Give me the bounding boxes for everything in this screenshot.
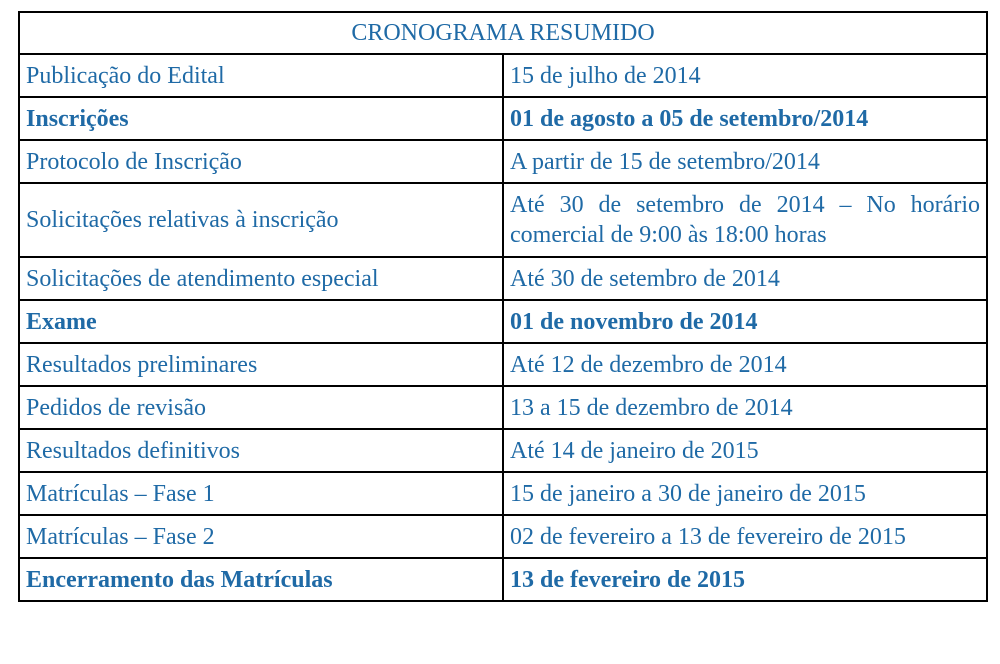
table-row (19, 54, 987, 97)
date-cell: 01 de agosto a 05 de setembro/2014 (503, 97, 987, 140)
table-row (19, 558, 987, 601)
date-cell: 15 de janeiro a 30 de janeiro de 2015 (503, 472, 987, 515)
event-cell: Protocolo de Inscrição (19, 140, 503, 183)
event-cell: Solicitações relativas à inscrição (19, 183, 503, 257)
event-cell: Resultados definitivos (19, 429, 503, 472)
date-cell: Até 30 de setembro de 2014 – No horário comercial de 9:00 às 18:00 horas (503, 183, 987, 257)
date-cell: A partir de 15 de setembro/2014 (503, 140, 987, 183)
date-cell: Até 14 de janeiro de 2015 (503, 429, 987, 472)
table-row (19, 97, 987, 140)
table-row (19, 515, 987, 558)
schedule-table (18, 11, 988, 602)
table-header-row (19, 12, 987, 54)
date-cell: Até 12 de dezembro de 2014 (503, 343, 987, 386)
event-cell: Pedidos de revisão (19, 386, 503, 429)
table-row (19, 300, 987, 343)
table-row (19, 472, 987, 515)
date-cell: Até 30 de setembro de 2014 (503, 257, 987, 300)
date-cell: 15 de julho de 2014 (503, 54, 987, 97)
date-cell: 13 de fevereiro de 2015 (503, 558, 987, 601)
date-cell: 01 de novembro de 2014 (503, 300, 987, 343)
table-title: CRONOGRAMA RESUMIDO (19, 12, 987, 54)
table-row (19, 140, 987, 183)
table-row (19, 183, 987, 257)
table-row (19, 429, 987, 472)
event-cell: Matrículas – Fase 1 (19, 472, 503, 515)
table-row (19, 257, 987, 300)
event-cell: Resultados preliminares (19, 343, 503, 386)
event-cell: Encerramento das Matrículas (19, 558, 503, 601)
event-cell: Matrículas – Fase 2 (19, 515, 503, 558)
table-row (19, 386, 987, 429)
event-cell: Exame (19, 300, 503, 343)
event-cell: Solicitações de atendimento especial (19, 257, 503, 300)
table-row (19, 343, 987, 386)
date-cell: 02 de fevereiro a 13 de fevereiro de 2015 (503, 515, 987, 558)
event-cell: Publicação do Edital (19, 54, 503, 97)
date-cell: 13 a 15 de dezembro de 2014 (503, 386, 987, 429)
event-cell: Inscrições (19, 97, 503, 140)
